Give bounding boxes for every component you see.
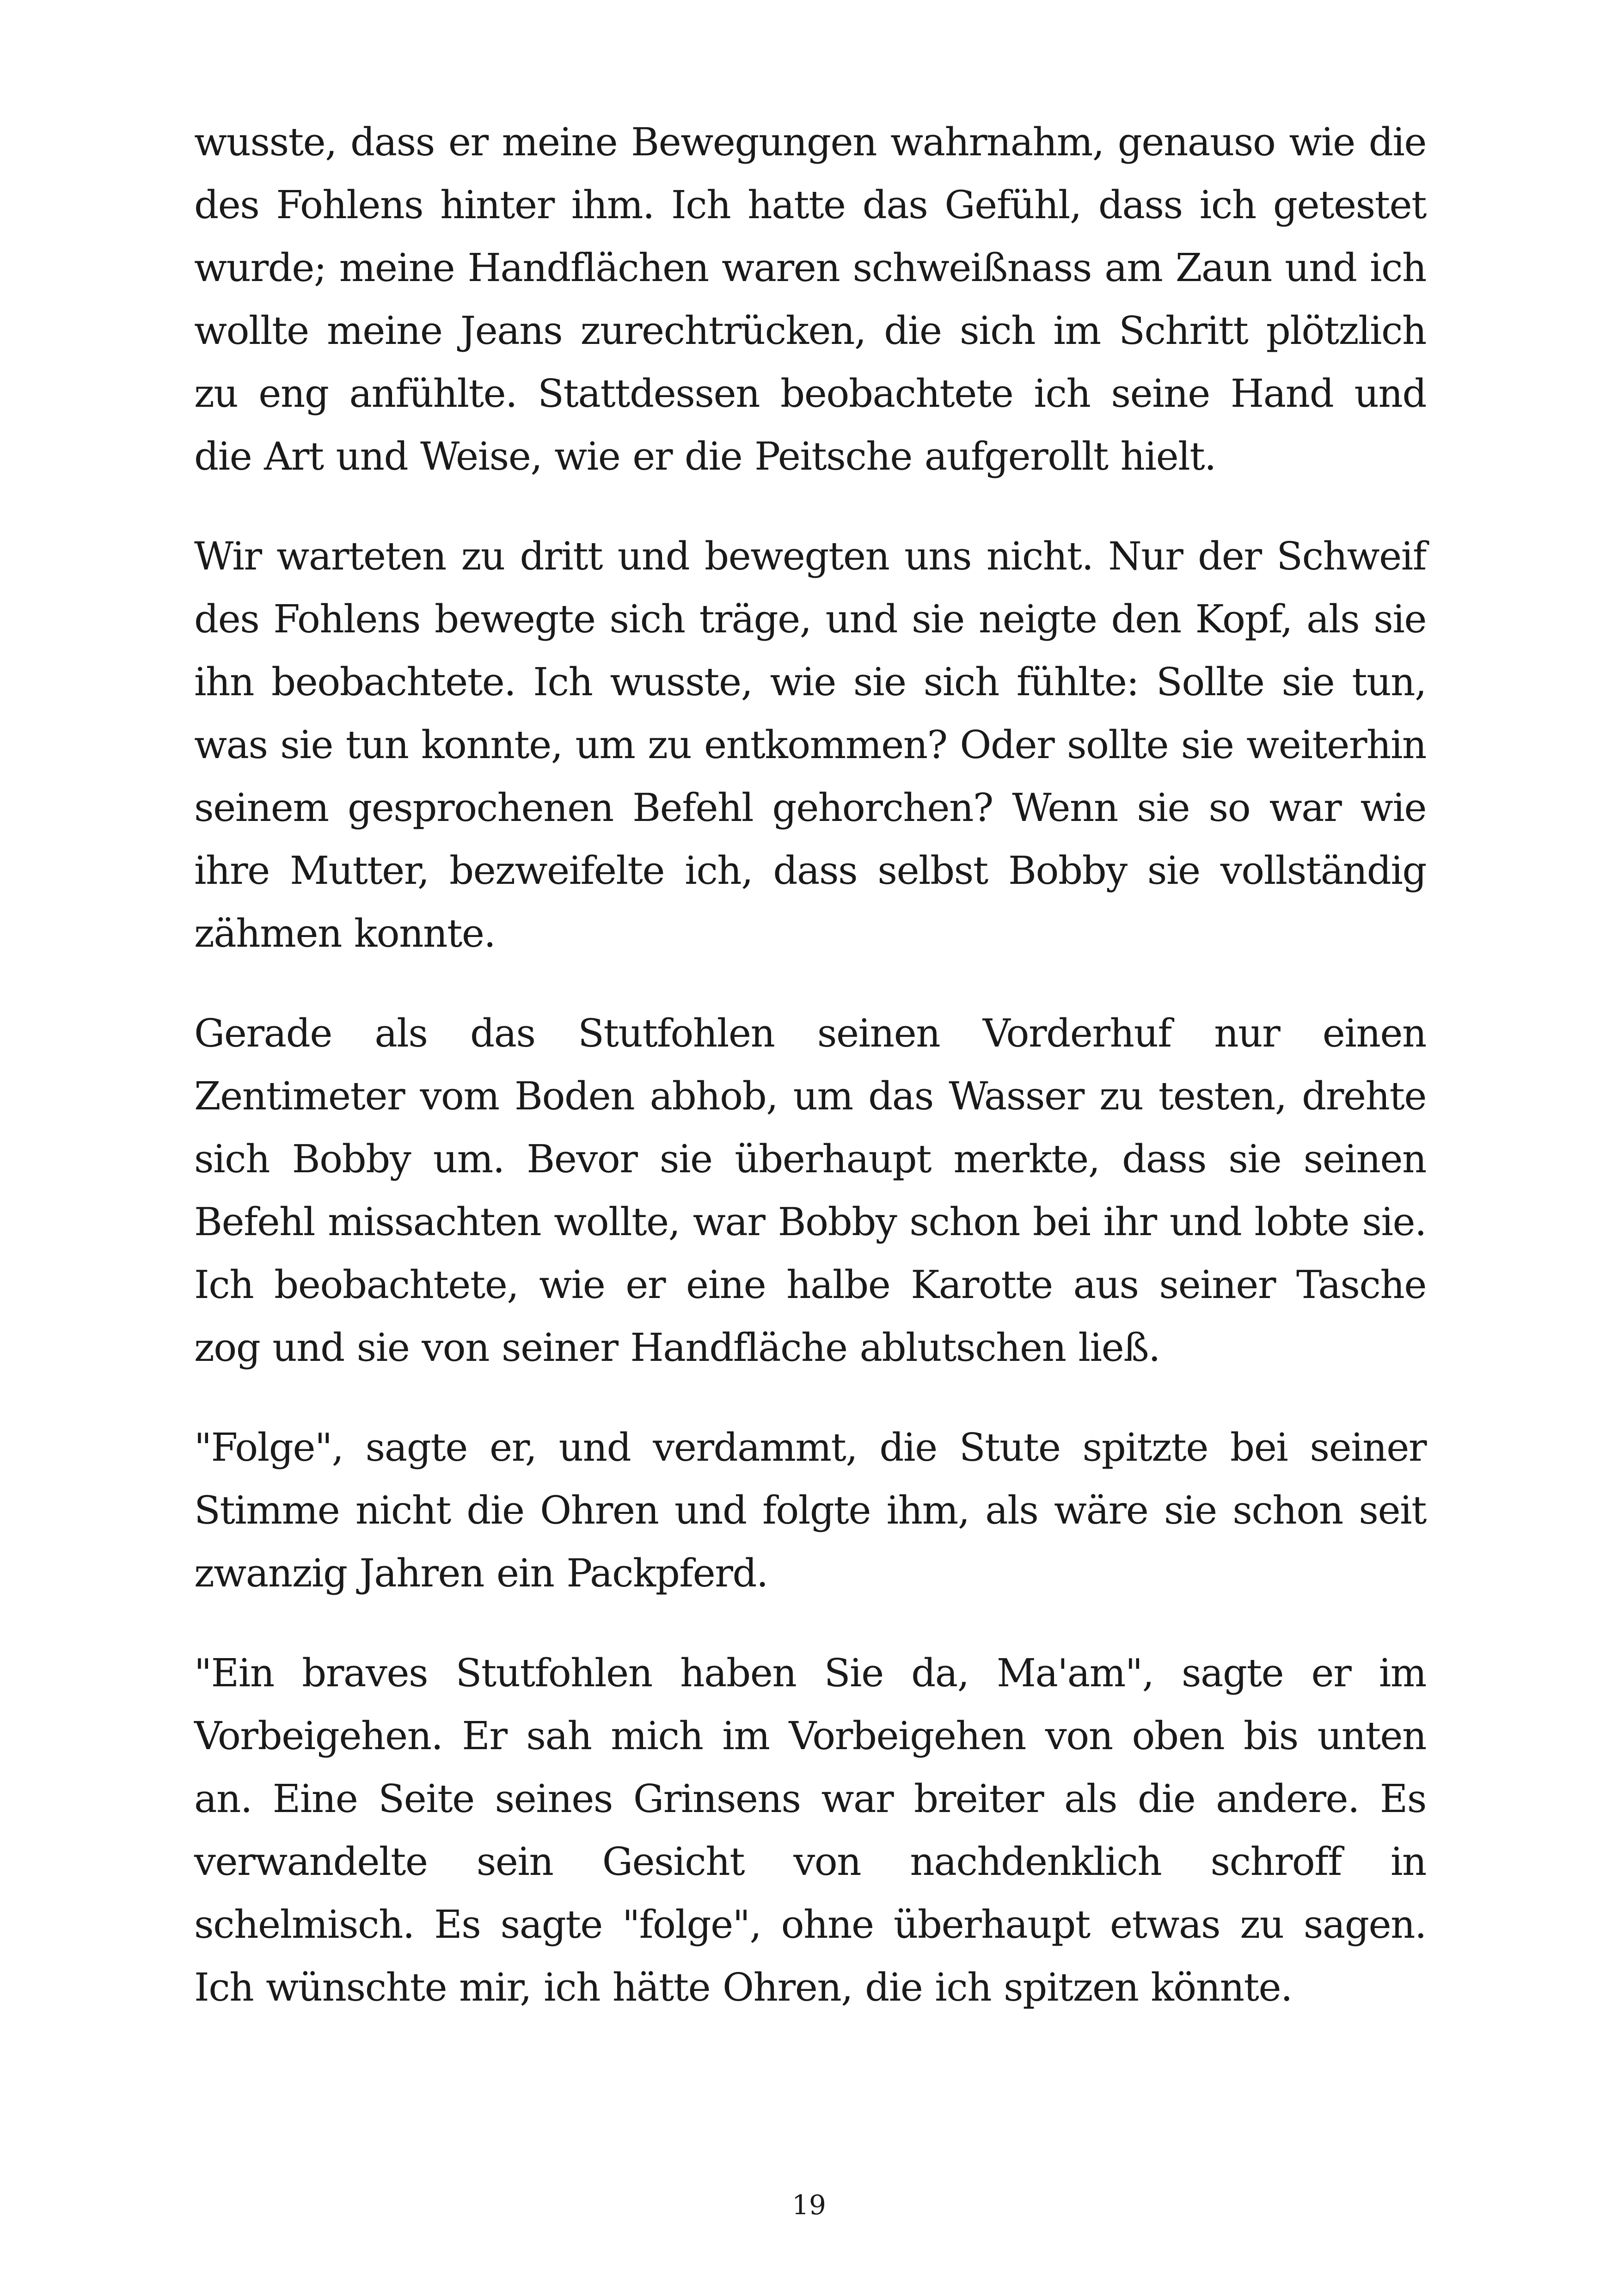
paragraph-3: Gerade als das Stutfohlen seinen Vorderhuf nur einen Zentimeter vom Boden abhob, um das Wasser zu testen, drehte sich Bobby um. Bevor sie überhaupt merkte, dass sie seinen Befehl missachten wollte, war Bobby schon bei ihr und lobte sie. Ich beobachtete, wie er eine halbe Karotte aus seiner Tasche zog und sie von seiner Handfläche ablutschen ließ. xyxy=(194,1011,1426,1370)
page-number: 19 xyxy=(792,2189,826,2221)
paragraph-4: "Folge", sagte er, und verdammt, die Stute spitzte bei seiner Stimme nicht die Ohren und folgte ihm, als wäre sie schon seit zwanzig Jahren ein Packpferd. xyxy=(194,1425,1426,1596)
paragraph-1: wusste, dass er meine Bewegungen wahrnahm, genauso wie die des Fohlens hinter ihm. Ich hatte das Gefühl, dass ich getestet wurde; meine Handflächen waren schweißnass am Zaun und ich wollte meine Jeans zurechtrücken, die sich im Schritt plötzlich zu eng anfühlte. Stattdessen beobachtete ich seine Hand und die Art und Weise, wie er die Peitsche aufgerollt hielt. xyxy=(194,120,1426,479)
paragraph-2: Wir warteten zu dritt und bewegten uns nicht. Nur der Schweif des Fohlens bewegte sich träge, und sie neigte den Kopf, als sie ihn beobachtete. Ich wusste, wie sie sich fühlte: Sollte sie tun, was sie tun konnte, um zu entkommen? Oder sollte sie weiterhin seinem gesprochenen Befehl gehorchen? Wenn sie so war wie ihre Mutter, bezweifelte ich, dass selbst Bobby sie vollständig zähmen konnte. xyxy=(194,534,1426,956)
paragraph-5: "Ein braves Stutfohlen haben Sie da, Ma'am", sagte er im Vorbeigehen. Er sah mich im Vorbeigehen von oben bis unten an. Eine Seite seines Grinsens war breiter als die andere. Es verwandelte sein Gesicht von nachdenklich schroff in schelmisch. Es sagte "folge", ohne überhaupt etwas zu sagen. Ich wünschte mir, ich hätte Ohren, die ich spitzen könnte. xyxy=(194,1651,1426,2010)
body-text xyxy=(194,111,1426,2056)
